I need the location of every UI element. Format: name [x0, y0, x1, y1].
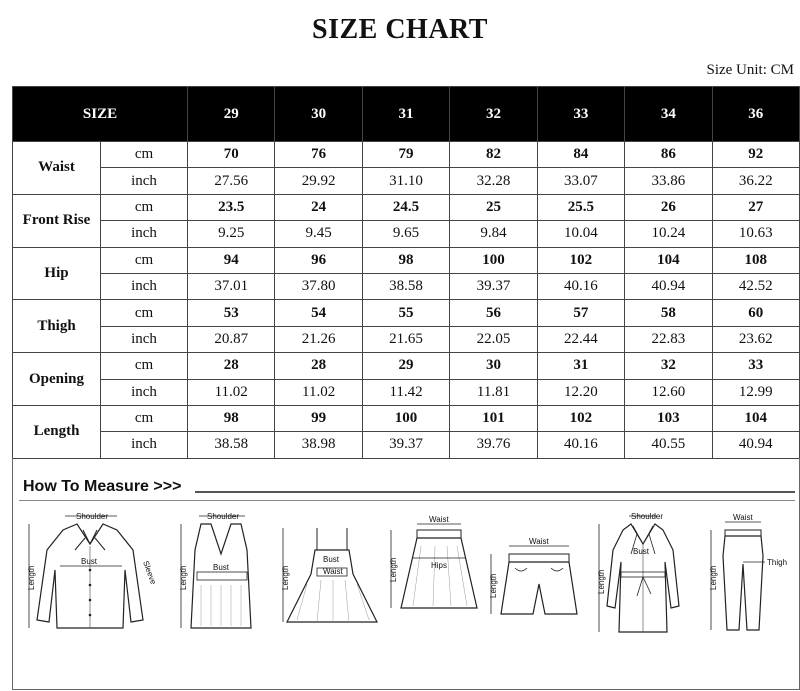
waist-label: Waist: [733, 513, 753, 522]
length-label: Length: [179, 565, 188, 590]
measurement-row-cm: [13, 300, 800, 326]
cm-value-cell: 96: [275, 247, 362, 273]
inch-value-cell: 38.98: [275, 432, 362, 458]
inch-value-cell: 21.26: [275, 326, 362, 352]
sleeve-label: Sleeve: [141, 559, 158, 586]
length-label: Length: [489, 573, 498, 598]
inch-value-cell: 11.42: [362, 379, 449, 405]
inch-value-cell: 12.20: [537, 379, 624, 405]
cm-value-cell: 101: [450, 405, 537, 431]
cm-value-cell: 29: [362, 353, 449, 379]
page-title: SIZE CHART: [312, 14, 488, 45]
cm-value-cell: 60: [712, 300, 799, 326]
inch-value-cell: 40.55: [625, 432, 712, 458]
measurement-row-cm: [13, 142, 800, 168]
waist-label: Waist: [529, 537, 549, 546]
title-divider: [195, 491, 795, 493]
shoulder-label: Shoulder: [207, 512, 240, 521]
inch-value-cell: 38.58: [188, 432, 275, 458]
inch-value-cell: 23.62: [712, 326, 799, 352]
cm-value-cell: 27: [712, 194, 799, 220]
how-to-measure-title: How To Measure >>>: [23, 478, 182, 495]
shorts-icon: [481, 510, 591, 635]
inch-value-cell: 37.01: [188, 273, 275, 299]
cm-value-cell: 23.5: [188, 194, 275, 220]
cm-value-cell: 54: [275, 300, 362, 326]
inch-value-cell: 11.02: [188, 379, 275, 405]
inch-value-cell: 10.63: [712, 221, 799, 247]
cm-value-cell: 86: [625, 142, 712, 168]
inch-value-cell: 39.37: [450, 273, 537, 299]
inch-value-cell: 37.80: [275, 273, 362, 299]
size-unit-label: Size Unit: CM: [706, 62, 794, 78]
cm-value-cell: 76: [275, 142, 362, 168]
length-label: Length: [27, 565, 36, 590]
inch-value-cell: 11.02: [275, 379, 362, 405]
measurement-label: Waist: [13, 142, 101, 195]
cm-value-cell: 24: [275, 194, 362, 220]
trousers-icon: [697, 510, 793, 635]
size-header-row: [13, 87, 800, 142]
blouse-icon: [25, 510, 165, 635]
measurement-row-cm: [13, 247, 800, 273]
cm-value-cell: 94: [188, 247, 275, 273]
shoulder-label: Shoulder: [631, 512, 664, 521]
cm-value-cell: 98: [188, 405, 275, 431]
inch-value-cell: 12.60: [625, 379, 712, 405]
inch-value-cell: 9.45: [275, 221, 362, 247]
unit-cm-cell: cm: [101, 247, 188, 273]
cm-value-cell: 98: [362, 247, 449, 273]
unit-inch-cell: inch: [101, 221, 188, 247]
cm-value-cell: 100: [362, 405, 449, 431]
bust-label: Bust: [81, 557, 98, 566]
inch-value-cell: 27.56: [188, 168, 275, 194]
unit-inch-cell: inch: [101, 379, 188, 405]
inch-value-cell: 10.04: [537, 221, 624, 247]
coat-figure: [593, 510, 693, 635]
cm-value-cell: 70: [188, 142, 275, 168]
cm-value-cell: 108: [712, 247, 799, 273]
measurement-label: Hip: [13, 247, 101, 300]
length-label: Length: [281, 565, 290, 590]
cm-value-cell: 56: [450, 300, 537, 326]
measurement-row-inch: [13, 432, 800, 458]
cm-value-cell: 55: [362, 300, 449, 326]
cm-value-cell: 84: [537, 142, 624, 168]
measurement-label: Thigh: [13, 300, 101, 353]
cm-value-cell: 33: [712, 353, 799, 379]
inch-value-cell: 40.16: [537, 273, 624, 299]
cm-value-cell: 79: [362, 142, 449, 168]
inch-value-cell: 40.94: [712, 432, 799, 458]
cm-value-cell: 53: [188, 300, 275, 326]
size-header-cell: 31: [362, 87, 449, 142]
inch-value-cell: 33.86: [625, 168, 712, 194]
cm-value-cell: 100: [450, 247, 537, 273]
measurement-row-inch: [13, 168, 800, 194]
unit-cm-cell: cm: [101, 300, 188, 326]
inch-value-cell: 9.25: [188, 221, 275, 247]
inch-value-cell: 10.24: [625, 221, 712, 247]
cm-value-cell: 58: [625, 300, 712, 326]
size-table-body: [13, 142, 800, 459]
cm-value-cell: 31: [537, 353, 624, 379]
vest-top-figure: [171, 510, 271, 635]
cm-value-cell: 24.5: [362, 194, 449, 220]
cm-value-cell: 103: [625, 405, 712, 431]
cm-value-cell: 102: [537, 405, 624, 431]
inch-value-cell: 40.16: [537, 432, 624, 458]
cm-value-cell: 57: [537, 300, 624, 326]
inch-value-cell: 39.37: [362, 432, 449, 458]
inch-value-cell: 31.10: [362, 168, 449, 194]
cm-value-cell: 92: [712, 142, 799, 168]
inch-value-cell: 39.76: [450, 432, 537, 458]
dress-icon: [277, 510, 387, 635]
inch-value-cell: 29.92: [275, 168, 362, 194]
size-header-cell: 34: [625, 87, 712, 142]
unit-inch-cell: inch: [101, 168, 188, 194]
vest-top-icon: [171, 510, 271, 635]
trousers-figure: [697, 510, 793, 635]
cm-value-cell: 99: [275, 405, 362, 431]
cm-value-cell: 104: [712, 405, 799, 431]
unit-cm-cell: cm: [101, 142, 188, 168]
measurement-row-cm: [13, 405, 800, 431]
inch-value-cell: 22.05: [450, 326, 537, 352]
inch-value-cell: 9.65: [362, 221, 449, 247]
size-header-label: SIZE: [13, 87, 188, 142]
shoulder-label: Shoulder: [76, 512, 109, 521]
cm-value-cell: 28: [275, 353, 362, 379]
how-to-measure-section: [12, 458, 800, 690]
measurement-label: Opening: [13, 353, 101, 406]
shorts-figure: [481, 510, 591, 635]
skirt-figure: [379, 510, 489, 635]
inch-value-cell: 40.94: [625, 273, 712, 299]
unit-cm-cell: cm: [101, 405, 188, 431]
thigh-label: Thigh: [767, 558, 788, 567]
coat-icon: [593, 510, 693, 635]
inch-value-cell: 21.65: [362, 326, 449, 352]
measurement-label: Length: [13, 405, 101, 458]
bust-label: Bust: [213, 563, 230, 572]
measurement-label: Front Rise: [13, 194, 101, 247]
inch-value-cell: 22.83: [625, 326, 712, 352]
unit-inch-cell: inch: [101, 432, 188, 458]
dress-figure: [277, 510, 387, 635]
size-header-cell: 29: [188, 87, 275, 142]
waist-label: Waist: [323, 567, 343, 576]
inch-value-cell: 11.81: [450, 379, 537, 405]
size-header-cell: 36: [712, 87, 799, 142]
unit-inch-cell: inch: [101, 273, 188, 299]
waist-label: Waist: [429, 515, 449, 524]
size-table: [12, 86, 800, 459]
inch-value-cell: 33.07: [537, 168, 624, 194]
bust-label: Bust: [633, 547, 650, 556]
cm-value-cell: 82: [450, 142, 537, 168]
measurement-row-inch: [13, 273, 800, 299]
length-label: Length: [709, 565, 718, 590]
measurement-row-inch: [13, 379, 800, 405]
measurement-row-inch: [13, 221, 800, 247]
cm-value-cell: 25.5: [537, 194, 624, 220]
length-label: Length: [597, 569, 606, 594]
cm-value-cell: 104: [625, 247, 712, 273]
blouse-figure: [25, 510, 165, 635]
cm-value-cell: 32: [625, 353, 712, 379]
inch-value-cell: 36.22: [712, 168, 799, 194]
inch-value-cell: 22.44: [537, 326, 624, 352]
inch-value-cell: 9.84: [450, 221, 537, 247]
bust-label: Bust: [323, 555, 340, 564]
cm-value-cell: 102: [537, 247, 624, 273]
unit-cm-cell: cm: [101, 194, 188, 220]
size-header-cell: 33: [537, 87, 624, 142]
inch-value-cell: 42.52: [712, 273, 799, 299]
inch-value-cell: 20.87: [188, 326, 275, 352]
skirt-icon: [379, 510, 489, 635]
unit-inch-cell: inch: [101, 326, 188, 352]
measurement-row-cm: [13, 353, 800, 379]
length-label: Length: [389, 557, 398, 582]
inch-value-cell: 38.58: [362, 273, 449, 299]
cm-value-cell: 28: [188, 353, 275, 379]
size-header-cell: 32: [450, 87, 537, 142]
unit-cm-cell: cm: [101, 353, 188, 379]
cm-value-cell: 26: [625, 194, 712, 220]
cm-value-cell: 25: [450, 194, 537, 220]
measurement-row-inch: [13, 326, 800, 352]
size-header-cell: 30: [275, 87, 362, 142]
cm-value-cell: 30: [450, 353, 537, 379]
measurement-row-cm: [13, 194, 800, 220]
inch-value-cell: 12.99: [712, 379, 799, 405]
section-divider: [19, 500, 795, 501]
inch-value-cell: 32.28: [450, 168, 537, 194]
hips-label: Hips: [431, 561, 448, 570]
